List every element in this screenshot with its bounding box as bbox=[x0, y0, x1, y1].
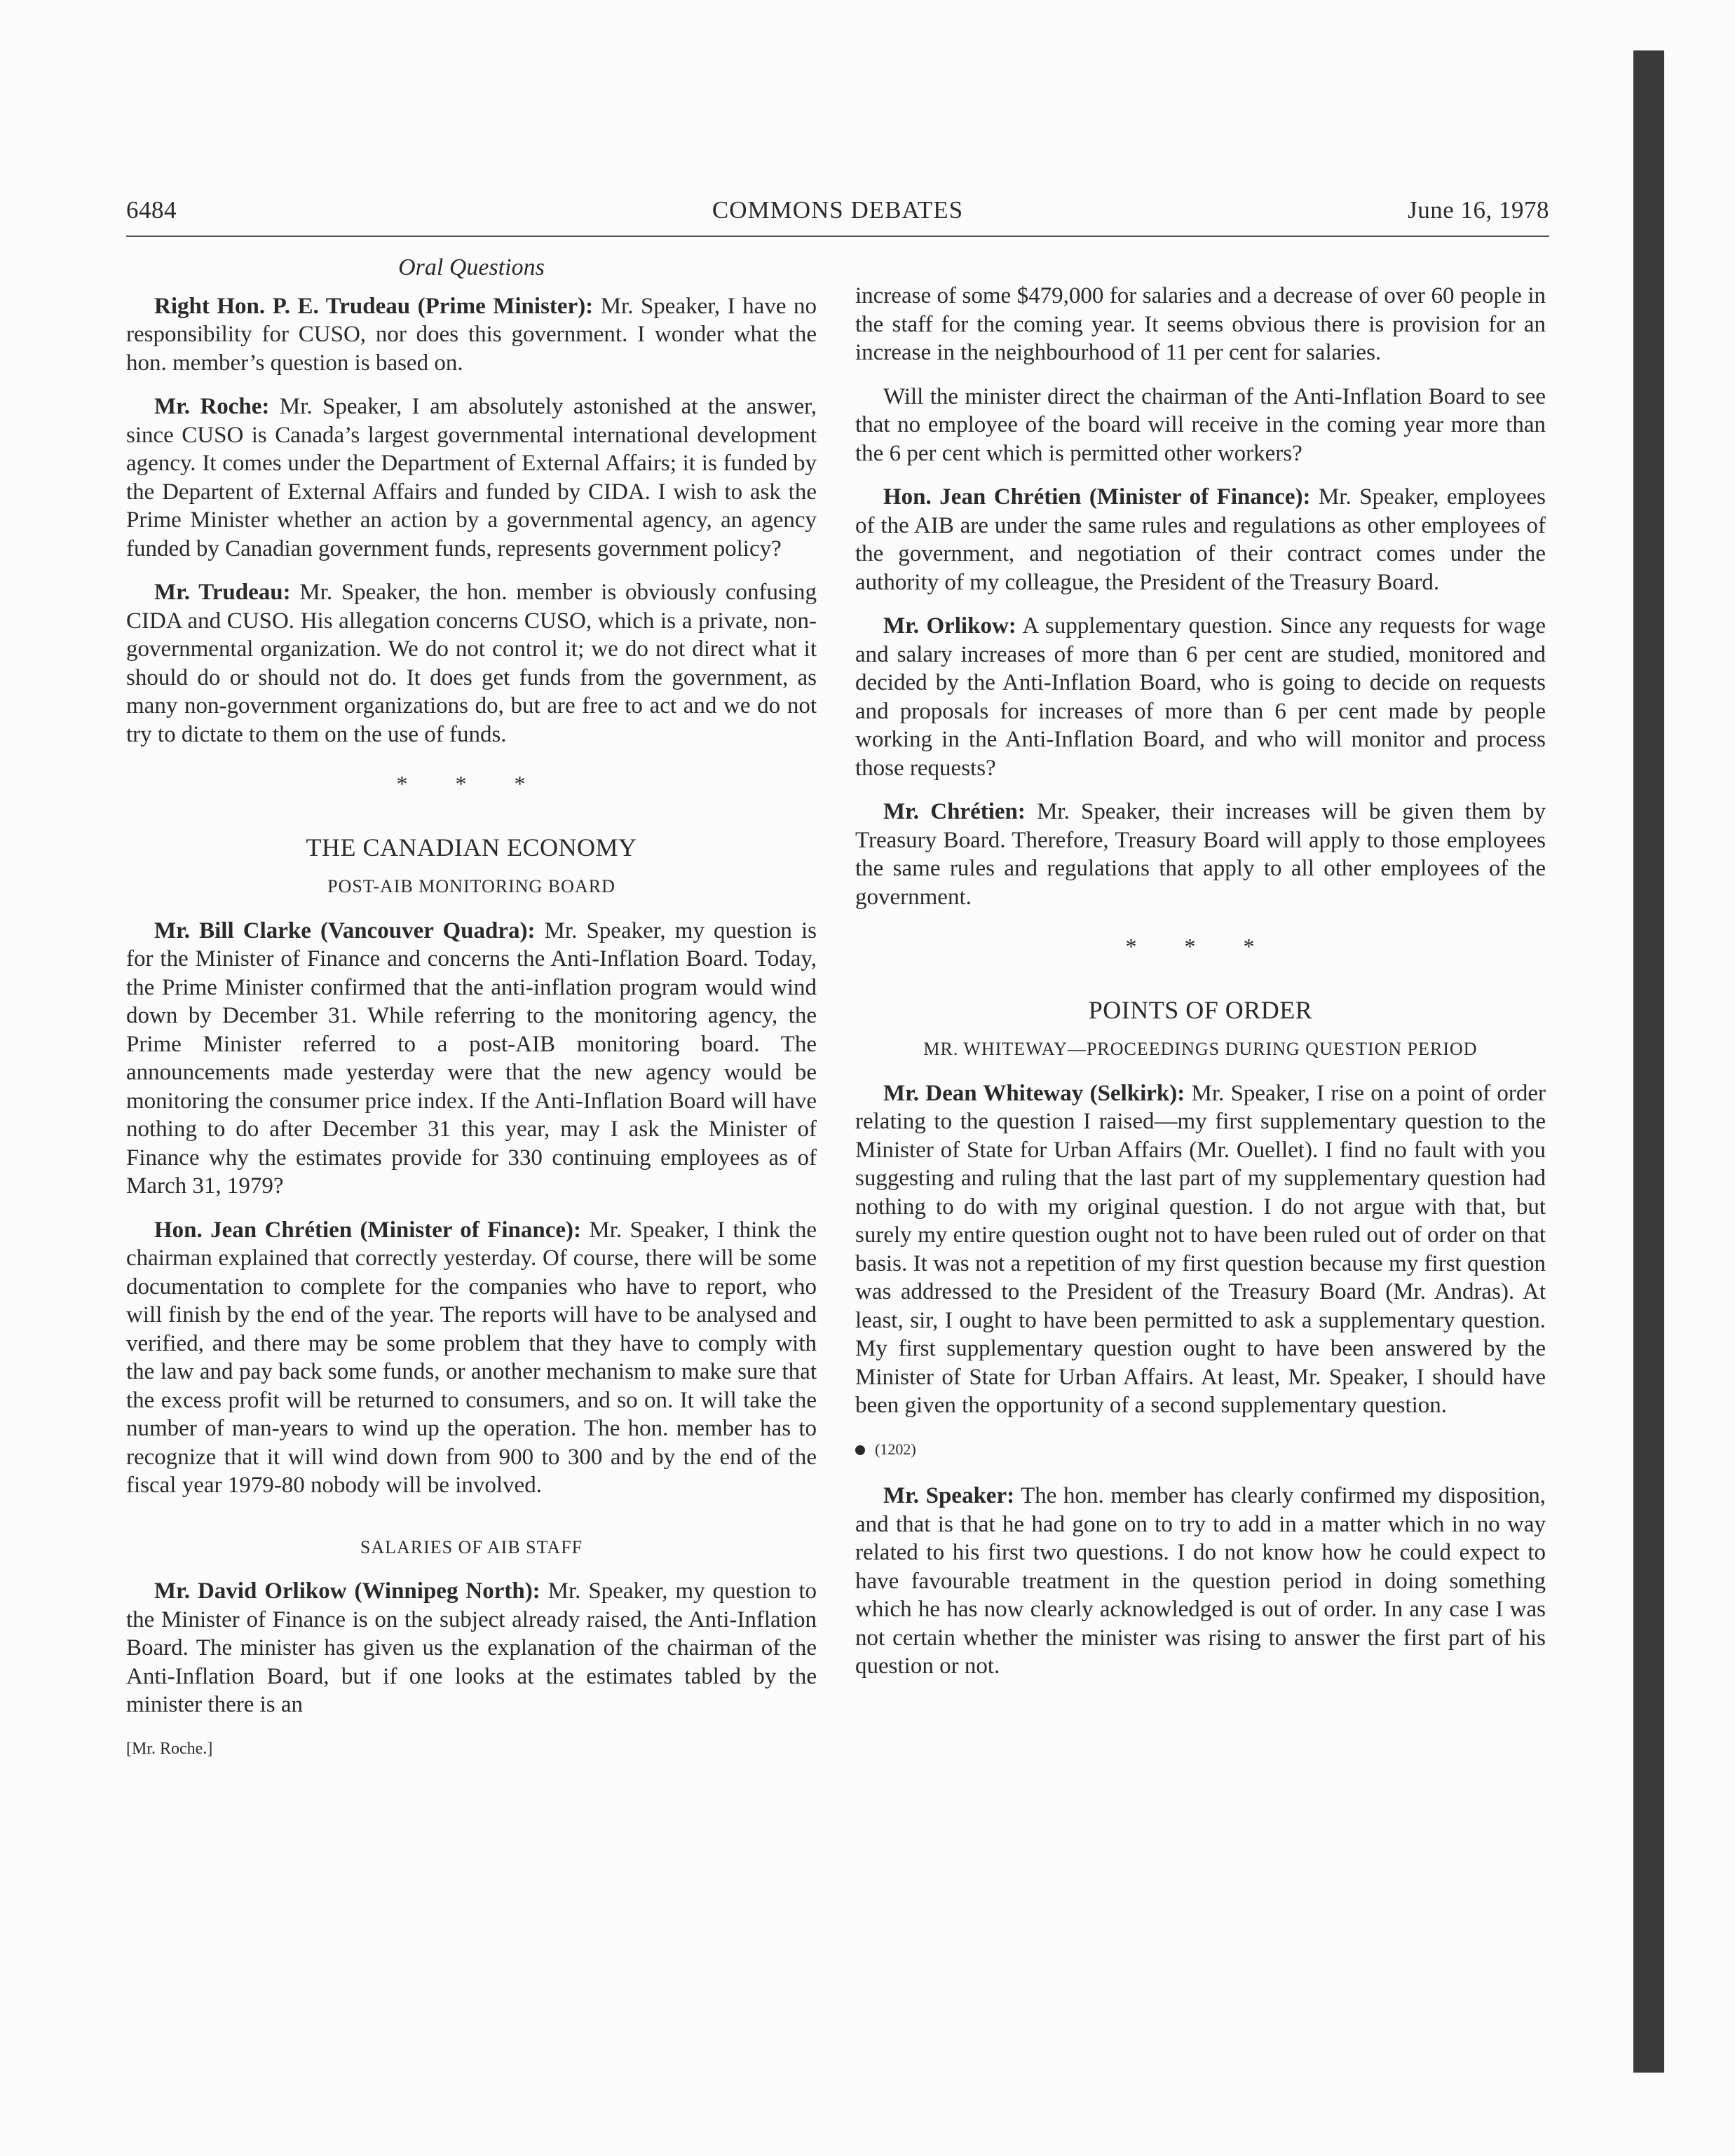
time-marker-text: (1202) bbox=[875, 1440, 916, 1458]
speaker-name: Mr. Roche: bbox=[154, 394, 270, 419]
bullet-icon bbox=[855, 1445, 865, 1455]
subsection-heading: POST-AIB MONITORING BOARD bbox=[327, 876, 615, 896]
speaker-name: Mr. Chrétien: bbox=[883, 799, 1026, 824]
speaker-name: Mr. Speaker: bbox=[883, 1483, 1015, 1508]
paragraph bbox=[855, 1482, 1546, 1681]
speech-text: increase of some $479,000 for salaries and a decrease of over 60 people in the staff for the coming year. It seems obvious there is provision for an increase in the neighbourhood of 11 per cent for salaries. bbox=[855, 283, 1546, 365]
speech-text: Mr. Speaker, my question is for the Minister of Finance and concerns the Anti-Inflation Board. Today, the Prime Minister confirmed that the anti-inflation program would wind down by December 31. While referring to the monitoring agency, the Prime Minister referred to a post-AIB monitoring board. The announcements made yesterday were that the new agency would be monitoring the consumer price index. If the Anti-Inflation Board will have nothing to do after December 31 this year, may I ask the Minister of Finance why the estimates provide for 330 continuing employees as of March 31, 1979? bbox=[126, 917, 817, 1199]
speaker-name: Mr. Trudeau: bbox=[154, 580, 291, 605]
speaker-footnote: [Mr. Roche.] bbox=[126, 1739, 213, 1758]
subsection-heading: SALARIES OF AIB STAFF bbox=[360, 1536, 583, 1557]
speaker-name: Hon. Jean Chrétien (Minister of Finance): bbox=[883, 484, 1311, 510]
paragraph bbox=[126, 917, 817, 1201]
running-header bbox=[126, 196, 1549, 233]
subsection-heading: MR. WHITEWAY—PROCEEDINGS DURING QUESTION PERIOD bbox=[923, 1039, 1478, 1059]
paragraph bbox=[855, 798, 1546, 911]
speaker-name: Mr. Dean Whiteway (Selkirk): bbox=[883, 1080, 1185, 1106]
speech-text: Mr. Speaker, employees of the AIB are under the same rules and regulations as other employees of the government, and negotiation of their contract comes under the authority of my colleague, the President of the Treasury Board. bbox=[855, 484, 1546, 595]
left-column bbox=[126, 254, 817, 1763]
section-label: Oral Questions bbox=[398, 254, 545, 280]
publication-title: COMMONS DEBATES bbox=[712, 196, 964, 224]
speaker-name: Hon. Jean Chrétien (Minister of Finance): bbox=[154, 1217, 581, 1243]
speech-text: A supplementary question. Since any requests for wage and salary increases of more than 6 per cent are studied, monitored and decided by the Anti-Inflation Board, who is going to decide on requests and proposals for increases of more than 6 per cent made by people working in the Anti-Inflation Board, and who will monitor and process those requests? bbox=[855, 613, 1546, 781]
paragraph bbox=[126, 1216, 817, 1500]
paragraph bbox=[855, 483, 1546, 596]
speaker-name: Mr. Orlikow: bbox=[883, 613, 1016, 639]
speech-text: Mr. Speaker, I have no responsibility for CUSO, nor does this government. I wonder what the hon. member’s question is based on. bbox=[126, 293, 817, 376]
paragraph bbox=[855, 282, 1546, 367]
speech-text: Mr. Speaker, the hon. member is obviously confusing CIDA and CUSO. His allegation concerns CUSO, which is a private, non-governmental organization. We do not control it; we do not direct what it should do or should not do. It does get funds from the government, as many non-government organizations do, but are free to act and we do not try to dictate to them on the use of funds. bbox=[126, 580, 817, 747]
speech-text: Mr. Speaker, I think the chairman explained that correctly yesterday. Of course, there will be some documentation to complete for the companies who have to report, who will finish by the end of the year. The reports will have to be analysed and verified, and there may be some problem that they have to comply with the law and pay back some funds, or another mechanism to make sure that the excess profit will be returned to consumers, and so on. It will take the number of man-years to wind up the operation. The hon. member has to recognize that it will wind down from 900 to 300 and by the end of the fiscal year 1979-80 nobody will be involved. bbox=[126, 1217, 817, 1498]
speech-text: Mr. Speaker, my question to the Minister of Finance is on the subject already raised, the Anti-Inflation Board. The minister has given us the explanation of the chairman of the Anti-Inflation Board, but if one looks at the estimates tabled by the minister there is an bbox=[126, 1578, 817, 1717]
issue-date: June 16, 1978 bbox=[1408, 196, 1549, 224]
paragraph bbox=[855, 383, 1546, 468]
speech-text: Mr. Speaker, I rise on a point of order relating to the question I raised—my first supplementary question to the Minister of State for Urban Affairs (Mr. Ouellet). I find no fault with you suggesting and ruling that the last part of my supplementary question had nothing to do with my original question. I do not argue with that, but surely my entire question ought not to have been ruled out of order on that basis. It was not a repetition of my first question because my first question was addressed to the President of the Treasury Board (Mr. Andras). At least, sir, I ought to have been permitted to ask a supplementary question. My first supplementary question ought to have been answered by the Minister of State for Urban Affairs. At least, Mr. Speaker, I should have been given the opportunity of a second supplementary question. bbox=[855, 1080, 1546, 1418]
section-separator: * * * bbox=[396, 771, 547, 796]
section-heading: THE CANADIAN ECONOMY bbox=[306, 833, 637, 861]
paragraph bbox=[126, 393, 817, 563]
paragraph bbox=[126, 1577, 817, 1719]
speaker-name: Mr. Bill Clarke (Vancouver Quadra): bbox=[154, 917, 536, 943]
page-number: 6484 bbox=[126, 196, 177, 224]
header-rule bbox=[126, 236, 1549, 237]
time-marker bbox=[855, 1435, 1546, 1464]
speech-text: Will the minister direct the chairman of the Anti-Inflation Board to see that no employee of the board will receive in the coming year more than the 6 per cent which is permitted other workers? bbox=[855, 383, 1546, 466]
speaker-name: Mr. David Orlikow (Winnipeg North): bbox=[154, 1578, 540, 1604]
paragraph bbox=[855, 1079, 1546, 1420]
paragraph bbox=[126, 292, 817, 378]
speaker-name: Right Hon. P. E. Trudeau (Prime Minister): bbox=[154, 293, 594, 319]
speech-text: Mr. Speaker, their increases will be given them by Treasury Board. Therefore, Treasury Board will apply to those employees the same rules and regulations that apply to all other employees of the government. bbox=[855, 799, 1546, 910]
section-heading: POINTS OF ORDER bbox=[1088, 995, 1313, 1024]
speech-text: Mr. Speaker, I am absolutely astonished at the answer, since CUSO is Canada’s largest governmental international development agency. It comes under the Department of External Affairs; it is funded by the Departent of External Affairs and funded by CIDA. I wish to ask the Prime Minister whether an action by a governmental agency, an agency funded by Canadian government funds, represents government policy? bbox=[126, 394, 817, 561]
paragraph bbox=[126, 578, 817, 749]
paragraph bbox=[855, 612, 1546, 782]
speech-text: The hon. member has clearly confirmed my disposition, and that is that he had gone on to try to add in a matter which in no way related to his first two questions. I do not know how he could expect to have favourable treatment in the question period in doing something which he has now clearly acknowledged is out of order. In any case I was not certain whether the minister was rising to answer the first part of his question or not. bbox=[855, 1483, 1546, 1679]
section-separator: * * * bbox=[1125, 934, 1276, 959]
right-column bbox=[855, 282, 1546, 1696]
binding-strip bbox=[1633, 50, 1664, 2073]
scan-margin bbox=[1682, 0, 1735, 2156]
document-page bbox=[126, 196, 1549, 1758]
